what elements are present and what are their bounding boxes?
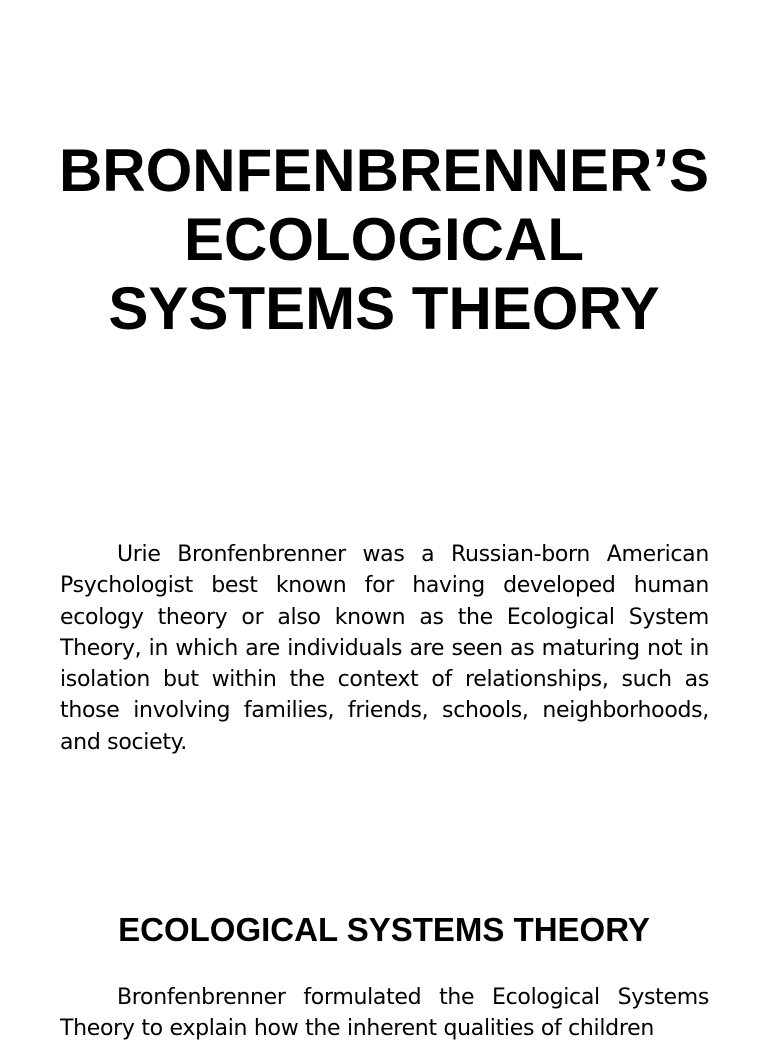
title-line-1: BRONFENBRENNER’S: [58, 137, 710, 204]
section-heading: ECOLOGICAL SYSTEMS THEORY: [118, 911, 650, 948]
title-line-2: ECOLOGICAL: [184, 206, 584, 273]
document-title: [0, 136, 768, 343]
title-line-3: SYSTEMS THEORY: [108, 275, 660, 342]
section-paragraph: Bronfenbrenner formulated the Ecological Systems Theory to explain how the inherent qualities of children: [60, 985, 709, 1042]
intro-paragraph: Urie Bronfenbrenner was a Russian-born American Psychologist best known for having developed human ecology theory or also known as the Ecological System Theory, in which are individuals are seen as maturing not in isolation but within the context of relationships, such as those involving families, friends, schools, neighborhoods, and society.: [60, 542, 709, 755]
